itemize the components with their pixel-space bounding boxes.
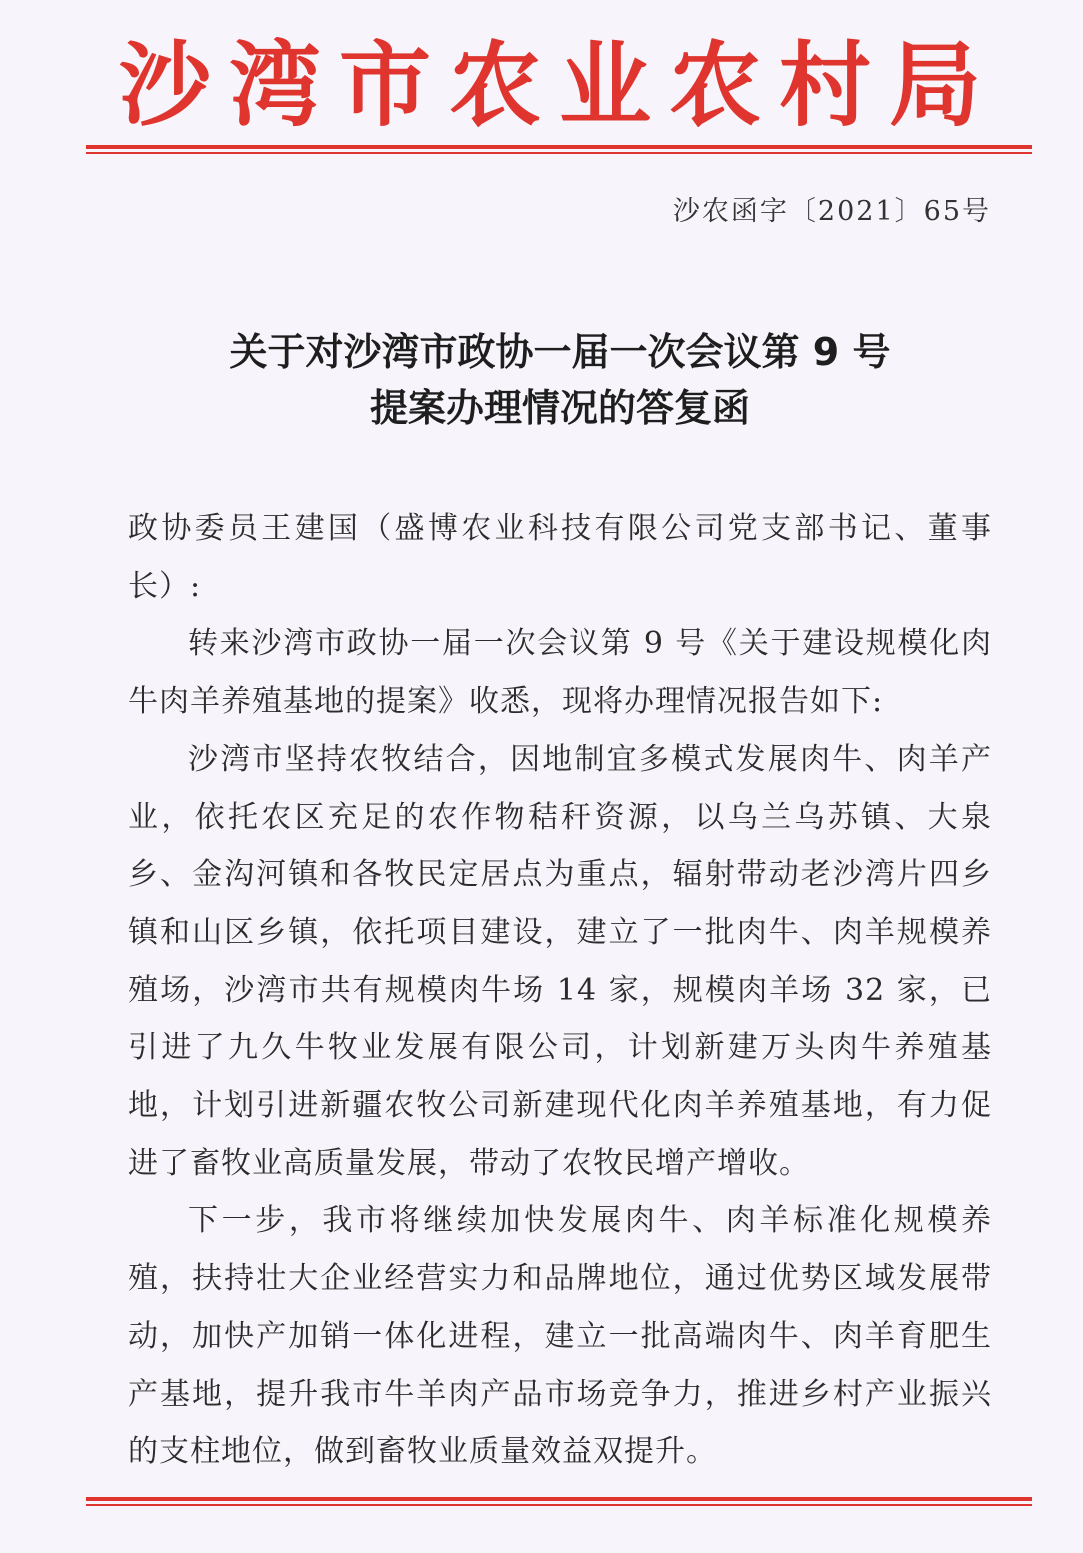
header-rule-thick xyxy=(86,145,1032,149)
organization-letterhead: 沙湾市农业农村局 xyxy=(118,32,999,139)
footer-rule-thick xyxy=(86,1497,1032,1501)
paragraph-2: 沙湾市坚持农牧结合，因地制宜多模式发展肉牛、肉羊产业，依托农区充足的农作物秸秆资源，以乌兰乌苏镇、大泉乡、金沟河镇和各牧民定居点为重点，辐射带动老沙湾片四乡镇和山区乡镇，依托项目建设，建立了一批肉牛、肉羊规模养殖场，沙湾市共有规模肉牛场 14 家，规模肉羊场 32 家，已引进了九久牛牧业发展有限公司，计划新建万头肉牛养殖基地，计划引进新疆农牧公司新建现代化肉羊养殖基地，有力促进了畜牧业高质量发展，带动了农牧民增产增收。 xyxy=(128,741,992,1181)
document-title xyxy=(90,324,1030,436)
document-number: 沙农函字〔2021〕65号 xyxy=(672,196,991,227)
salutation: 政协委员王建国（盛博农业科技有限公司党支部书记、董事长）: xyxy=(128,511,992,604)
header-rule-thin xyxy=(86,152,1032,154)
footer-rule-thin xyxy=(86,1504,1032,1506)
document-body xyxy=(128,500,992,1481)
paragraph-1: 转来沙湾市政协一届一次会议第 9 号《关于建设规模化肉牛肉羊养殖基地的提案》收悉，现将办理情况报告如下: xyxy=(128,626,992,720)
paragraph-3: 下一步，我市将继续加快发展肉牛、肉羊标准化规模养殖，扶持壮大企业经营实力和品牌地位，通过优势区域发展带动，加快产加销一体化进程，建立一批高端肉牛、肉羊育肥生产基地，提升我市牛羊肉产品市场竞争力，推进乡村产业振兴的支柱地位，做到畜牧业质量效益双提升。 xyxy=(128,1203,992,1470)
title-line-1: 关于对沙湾市政协一届一次会议第 9 号 xyxy=(229,330,891,374)
title-line-2: 提案办理情况的答复函 xyxy=(369,386,750,430)
